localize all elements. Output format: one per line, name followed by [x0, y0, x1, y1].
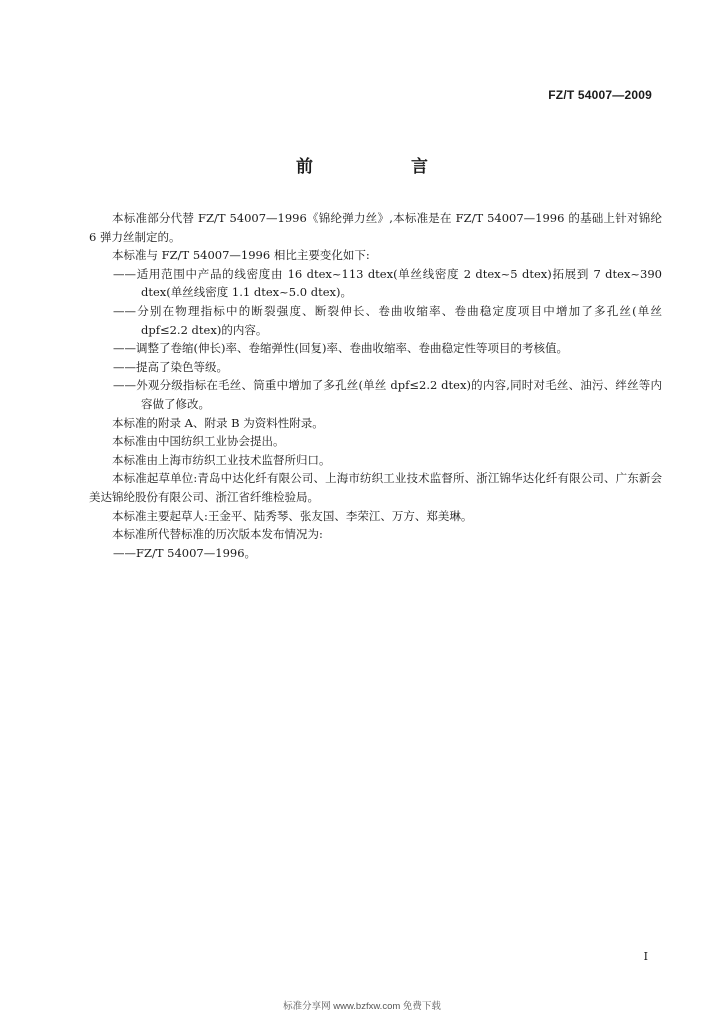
change-item-dyeing-grade: ——提高了染色等级。	[113, 359, 228, 374]
change-item-physical-index: ——分别在物理指标中的断裂强度、断裂伸长、卷曲收缩率、卷曲稳定度项目中增加了多孔丝(单丝 dpf≤2.2 dtex)的内容。	[113, 303, 662, 337]
paragraph-centralized: 本标准由上海市纺织工业技术监督所归口。	[112, 452, 331, 467]
paragraph-appendix: 本标准的附录 A、附录 B 为资料性附录。	[112, 415, 324, 430]
paragraph-history-intro: 本标准所代替标准的历次版本发布情况为:	[112, 527, 323, 542]
page-number: I	[643, 950, 648, 963]
standard-code: FZ/T 54007—2009	[548, 88, 652, 102]
paragraph-replacement: 本标准部分代替 FZ/T 54007—1996《锦纶弹力丝》,本标准是在 FZ/T 54007—1996 的基础上针对锦纶 6 弹力丝制定的。	[89, 211, 662, 244]
change-item-appearance: ——外观分级指标在毛丝、筒重中增加了多孔丝(单丝 dpf≤2.2 dtex)的内容,同时对毛丝、油污、绊丝等内容做了修改。	[113, 378, 662, 411]
page-title: 前 言	[296, 157, 474, 177]
paragraph-drafters: 本标准主要起草人:王金平、陆秀琴、张友国、李荣江、万方、郑美琳。	[112, 508, 473, 523]
history-item: ——FZ/T 54007—1996。	[113, 545, 257, 560]
footer-watermark: 标准分享网 www.bzfxw.com 免费下载	[283, 1001, 441, 1012]
change-item-scope: ——适用范围中产品的线密度由 16 dtex~113 dtex(单丝线密度 2 dtex~5 dtex)拓展到 7 dtex~390 dtex(单丝线密度 1.1 dtex~5.0 dtex)。	[113, 266, 662, 300]
paragraph-changes-intro: 本标准与 FZ/T 54007—1996 相比主要变化如下:	[112, 248, 370, 263]
paragraph-drafting-units: 本标准起草单位:青岛中达化纤有限公司、上海市纺织工业技术监督所、浙江锦华达化纤有限公司、广东新会美达锦纶股份有限公司、浙江省纤维检验局。	[89, 471, 662, 504]
change-item-assessment-values: ——调整了卷缩(伸长)率、卷缩弹性(回复)率、卷曲收缩率、卷曲稳定性等项目的考核值。	[113, 341, 568, 356]
foreword-body	[89, 209, 662, 562]
paragraph-proposer: 本标准由中国纺织工业协会提出。	[112, 434, 285, 449]
